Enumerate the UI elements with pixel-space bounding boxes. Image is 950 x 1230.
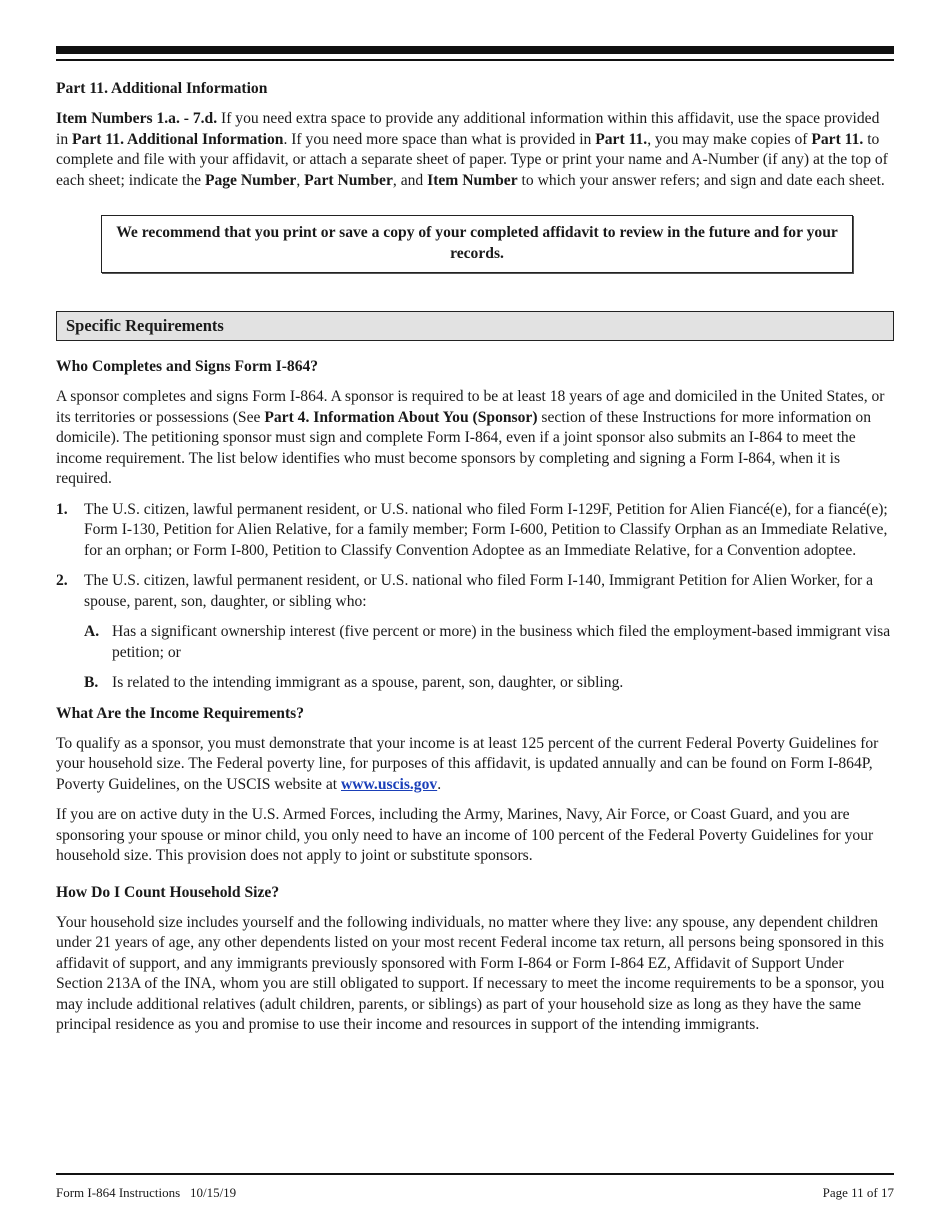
- household-paragraph: Your household size includes yourself and the following individuals, no matter where they live: any spouse, any dependent children under 21 years of age, any other dependents listed on your most recent Federal income tax return, all persons being sponsored in this affidavit of support, and any immigrants previously sponsored with Form I-864 or Form I-864 EZ, Affidavit of Support Under Section 213A of the INA, whom you are still obligated to support. If necessary to meet the income requirements to be a sponsor, you may include additional relatives (adult children, parents, or siblings) as part of your household size as long as they have the same principal residence as you and promise to use their income and resources in support of the intending immigrants.: [56, 913, 885, 1033]
- who-completes-text-1: A sponsor completes and signs Form I-864. A sponsor is required to be at least 18 years of age and domiciled in the United States, or its territories or possessions (See: [56, 388, 885, 426]
- page-footer: [56, 1183, 894, 1204]
- income-paragraph-2: If you are on active duty in the U.S. Armed Forces, including the Army, Marines, Navy, Air Force, or Coast Guard, and you are sponsoring your spouse or minor child, you only need to have an income of 100 percent of the Federal Poverty Guidelines for your household size. This provision does not apply to joint or substitute sponsors.: [56, 806, 874, 864]
- intro-text-4: to complete and file with your affidavit, or attach a separate sheet of paper. Type or print your name and A-Number (if any) at the top of each sheet; indicate the: [56, 130, 888, 189]
- sublist-item: [84, 673, 894, 694]
- list-item-text: The U.S. citizen, lawful permanent resident, or U.S. national who filed Form I-129F, Petition for Alien Fiancé(e), for a fiancé(e); Form I-130, Petition for Alien Relative, for a family member; Form I-600, Petition to Classify Orphan as an Immediate Relative, for an orphan; or Form I-800, Petition to Classify Convention Adoptee as an Immediate Relative, for a Convention adoptee.: [84, 500, 888, 559]
- list-item: [56, 571, 894, 694]
- intro-bold-4: Page Number: [204, 171, 297, 189]
- header-thick-rule: [56, 46, 894, 54]
- intro-bold-1: Part 11. Additional Information: [72, 130, 284, 148]
- intro-bold-6: Item Number: [427, 171, 518, 189]
- page-content: [56, 79, 894, 1046]
- intro-bold-3: Part 11.: [811, 130, 864, 148]
- sublist-item: [84, 622, 894, 663]
- sublist-item-text: Is related to the intending immigrant as a spouse, parent, son, daughter, or sibling.: [112, 674, 624, 691]
- part-11-title: Part 11. Additional Information: [56, 80, 268, 97]
- footer-page-number: Page 11 of 17: [822, 1185, 894, 1200]
- sublist-item-letter: A.: [84, 623, 100, 640]
- intro-text-2: . If you need more space than what is provided in: [283, 130, 596, 148]
- item-numbers-label: Item Numbers 1.a. - 7.d.: [56, 110, 218, 127]
- who-completes-heading: Who Completes and Signs Form I-864?: [56, 358, 319, 375]
- intro-text-6: , and: [392, 171, 428, 189]
- list-item-text: The U.S. citizen, lawful permanent resident, or U.S. national who filed Form I-140, Immigrant Petition for Alien Worker, for a spouse, parent, son, daughter, or sibling who:: [84, 572, 874, 610]
- who-completes-text-2: section of these Instructions for more information on domicile). The petitioning sponsor must sign and complete Form I-864, even if a joint sponsor also submits an I-864 to meet the income requirement. The list below identifies who must become sponsors by completing and signing a Form I-864, when it is required.: [56, 408, 871, 487]
- footer-form-id: Form I-864 Instructions 10/15/19: [56, 1185, 237, 1200]
- specific-requirements-header: Specific Requirements: [56, 311, 894, 341]
- header-thin-rule: [56, 59, 894, 61]
- list-item-number: 1.: [56, 500, 68, 518]
- intro-text-5: ,: [296, 171, 305, 189]
- intro-text-3: , you may make copies of: [647, 130, 812, 148]
- footer-rule: [56, 1173, 894, 1175]
- document-page: [56, 0, 894, 1230]
- uscis-website-link[interactable]: www.uscis.gov: [341, 775, 438, 793]
- intro-bold-2: Part 11.: [595, 130, 648, 148]
- part-11-intro: [56, 109, 894, 191]
- income-heading: What Are the Income Requirements?: [56, 704, 305, 722]
- income-text-end: .: [437, 775, 442, 793]
- recommendation-box: We recommend that you print or save a copy of your completed affidavit to review in the future and for your records.: [101, 215, 853, 273]
- who-completes-bold: Part 4. Information About You (Sponsor): [264, 408, 538, 426]
- intro-text-1: If you need extra space to provide any additional information within this affidavit, use the space provided in: [56, 110, 880, 148]
- household-heading: How Do I Count Household Size?: [56, 883, 280, 901]
- list-item-number: 2.: [56, 572, 68, 589]
- sublist-item-text: Has a significant ownership interest (five percent or more) in the business which filed the employment-based immigrant visa petition; or: [112, 623, 891, 661]
- income-text-1: To qualify as a sponsor, you must demonstrate that your income is at least 125 percent of the current Federal Poverty Guidelines for your household size. The Federal poverty line, for purposes of this affidavit, is updated annually and can be found on Form I-864P, Poverty Guidelines, on the USCIS website at: [56, 734, 879, 793]
- intro-text-7: to which your answer refers; and sign and date each sheet.: [517, 171, 885, 189]
- who-completes-paragraph: [56, 387, 894, 490]
- sponsor-list: [56, 500, 894, 694]
- sublist-item-letter: B.: [84, 674, 99, 691]
- income-paragraph-1: [56, 734, 894, 796]
- sponsor-sublist: [84, 622, 894, 694]
- list-item: [56, 500, 894, 562]
- intro-bold-5: Part Number: [304, 171, 393, 189]
